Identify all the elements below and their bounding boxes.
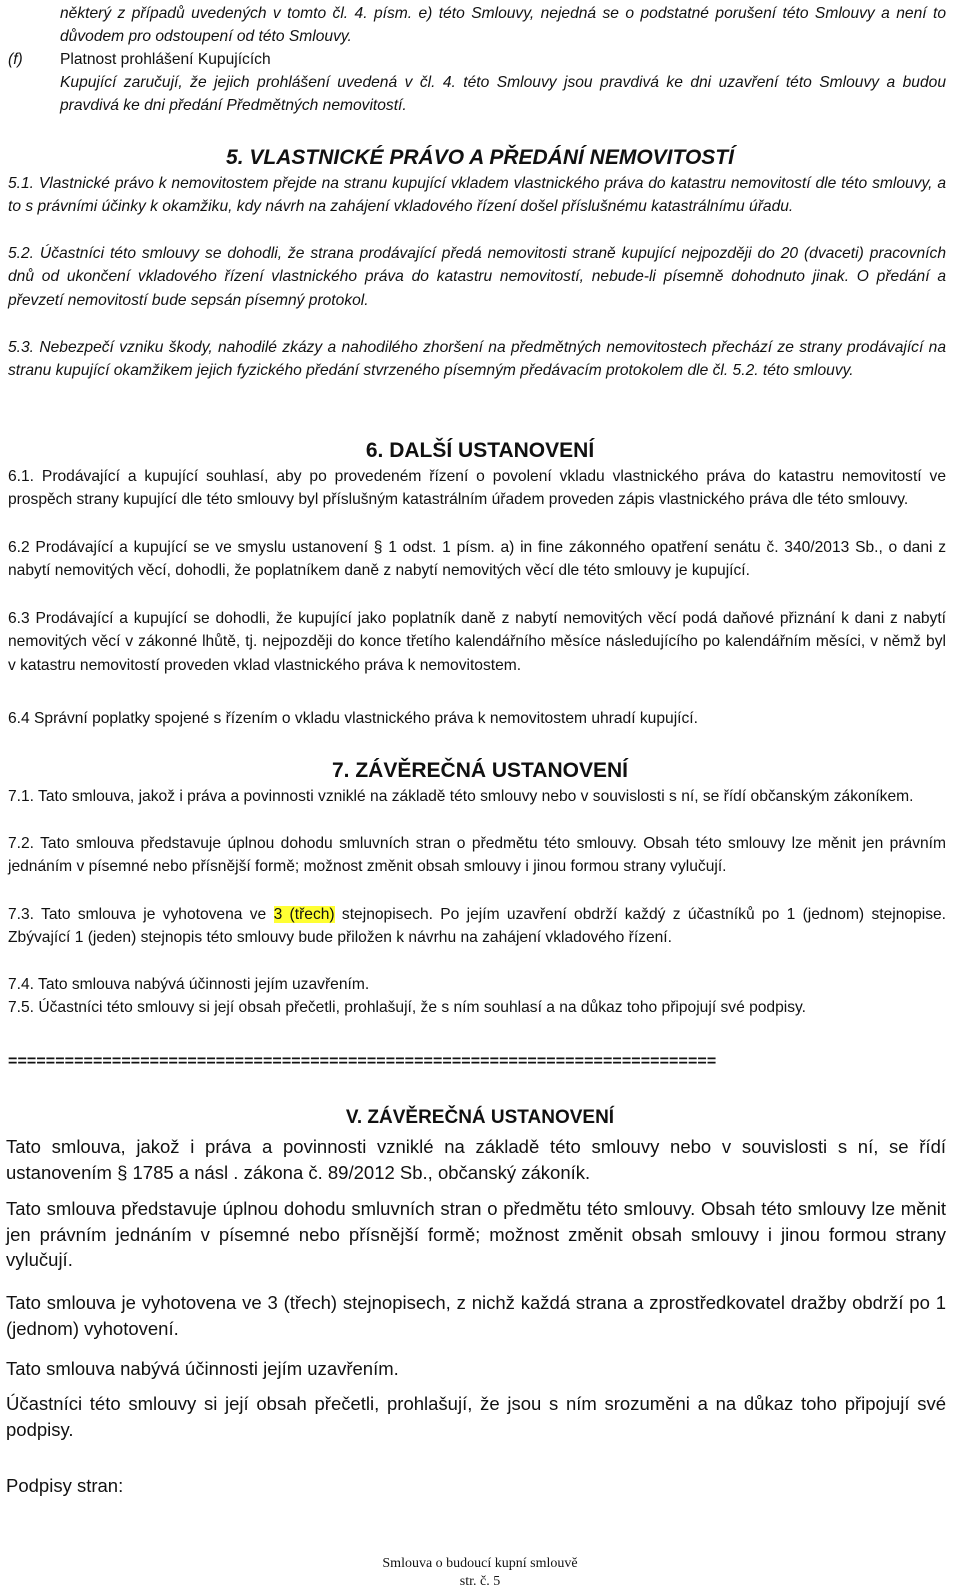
clause-6-1: 6.1. Prodávající a kupující souhlasí, aby po provedeném řízení o povolení vkladu vlastnického práva do katastru nemovitostí ve prospěch strany kupující dle této smlouvy byl příslušným katastrálním úřadem proveden zápis vlastnického práva dle této smlouvy. [8, 468, 946, 509]
section-v-para-1: Tato smlouva, jakož i práva a povinnosti vzniklé na základě této smlouvy nebo v souvislosti s ní, se řídí ustanovením § 1785 a násl . zákona č. 89/2012 Sb., občanský zákoník. [6, 1136, 946, 1183]
section-v-para-4: Tato smlouva nabývá účinnosti jejím uzavřením. [6, 1358, 399, 1379]
clause-7-3 [8, 903, 946, 950]
footer-title: Smlouva o budoucí kupní smlouvě [382, 1556, 578, 1571]
highlighted-copies: 3 (třech) [273, 906, 335, 923]
section-6-heading: 6. DALŠÍ USTANOVENÍ [365, 439, 595, 462]
clause-f-text: Kupující zaručují, že jejich prohlášení uvedená v čl. 4. této Smlouvy jsou pravdivá ke dni uzavření této Smlouvy a budou pravdivá ke dni předání Předmětných nemovitostí. [60, 74, 946, 115]
section-7-heading: 7. ZÁVĚREČNÁ USTANOVENÍ [332, 759, 628, 782]
clause-6-3: 6.3 Prodávající a kupující se dohodli, že kupující jako poplatník daně z nabytí nemovitých věcí podá daňové přiznání k dani z nabytí nemovitých věcí v zákonné lhůtě, tj. nejpozději do konce třetího kalendářního měsíce následujícího po kalendářním měsíci, v němž byl v katastru nemovitostí proveden vklad vlastnického práva k nemovitostem. [8, 610, 946, 674]
clause-7-2: 7.2. Tato smlouva představuje úplnou dohodu smluvních stran o předmětu této smlouvy. Obsah této smlouvy lze měnit jen právním jednáním v písemné nebo přísnější formě; možnost změnit obsah smlouvy i jinou formou strany vylučují. [8, 835, 946, 876]
separator-line: =========================================================================== [8, 1053, 717, 1070]
clause-f-title: Platnost prohlášení Kupujících [60, 51, 271, 68]
section-v-para-3: Tato smlouva je vyhotovena ve 3 (třech) stejnopisech, z nichž každá strana a zprostředkovatel dražby obdrží po 1 (jednom) vyhotovení. [6, 1292, 946, 1339]
clause-7-5: 7.5. Účastníci této smlouvy si její obsah přečetli, prohlašují, že s ním souhlasí a na důkaz toho připojují své podpisy. [8, 999, 806, 1016]
clause-7-3-start: 7.3. Tato smlouva je vyhotovena ve [8, 906, 274, 923]
signatures-label: Podpisy stran: [6, 1475, 124, 1496]
section-v-heading: V. ZÁVĚREČNÁ USTANOVENÍ [345, 1107, 615, 1128]
clause-5-1: 5.1. Vlastnické právo k nemovitostem přejde na stranu kupující vkladem vlastnického práva do katastru nemovitostí dle této smlouvy, a to s právními účinky k okamžiku, kdy návrh na zahájení vkladového řízení došel příslušnému katastrálnímu úřadu. [8, 175, 946, 216]
section-5-heading: 5. VLASTNICKÉ PRÁVO A PŘEDÁNÍ NEMOVITOSTÍ [226, 146, 734, 169]
clause-6-2: 6.2 Prodávající a kupující se ve smyslu ustanovení § 1 odst. 1 písm. a) in fine zákonného opatření senátu č. 340/2013 Sb., o dani z nabytí nemovitých věcí, dohodli, že poplatníkem daně z nabytí nemovitých věcí dle této smlouvy je kupující. [8, 539, 946, 580]
clause-6-4: 6.4 Správní poplatky spojené s řízením o vkladu vlastnického práva k nemovitostem uhradí kupující. [8, 710, 698, 727]
clause-7-4: 7.4. Tato smlouva nabývá účinnosti jejím uzavřením. [8, 976, 370, 993]
section-v-para-2: Tato smlouva představuje úplnou dohodu smluvních stran o předmětu této smlouvy. Obsah této smlouvy lze měnit jen právním jednáním v písemné nebo přísnější formě; možnost změnit obsah smlouvy i jinou formou strany vylučují. [6, 1198, 946, 1270]
clause-5-2: 5.2. Účastníci této smlouvy se dohodli, že strana prodávající předá nemovitosti straně kupující nejpozději do 20 (dvaceti) pracovních dnů od ukončení vkladového řízení vlastnického práva do katastru nemovitostí, nebude-li písemně dohodnuto jinak. O předání a převzetí nemovitostí bude sepsán písemný protokol. [8, 245, 946, 309]
clause-f-label: (f) [8, 51, 23, 68]
clause-7-1: 7.1. Tato smlouva, jakož i práva a povinnosti vzniklé na základě této smlouvy nebo v souvislosti s ní, se řídí občanským zákoníkem. [8, 788, 914, 805]
clause-7-3-end: stejnopisech. Po jejím uzavření obdrží každý z účastníků po 1 (jednom) stejnopise. Zbývající 1 (jeden) stejnopis této smlouvy bude přiložen k návrhu na zahájení vkladového řízení. [8, 906, 946, 947]
section-v-para-5: Účastníci této smlouvy si její obsah přečetli, prohlašují, že jsou s ním srozuměni a na důkaz toho připojují své podpisy. [6, 1393, 946, 1440]
footer-page-number: str. č. 5 [459, 1574, 501, 1589]
clause-5-3: 5.3. Nebezpečí vzniku škody, nahodilé zkázy a nahodilého zhoršení na předmětných nemovitostech přechází ze strany prodávající na stranu kupující okamžikem jejich fyzického předání stvrzeného písemným předávacím protokolem dle čl. 5.2. této smlouvy. [8, 339, 946, 380]
intro-text: některý z případů uvedených v tomto čl. 4. písm. e) této Smlouvy, nejedná se o podstatné porušení této Smlouvy a není to důvodem pro odstoupení od této Smlouvy. [60, 5, 946, 46]
